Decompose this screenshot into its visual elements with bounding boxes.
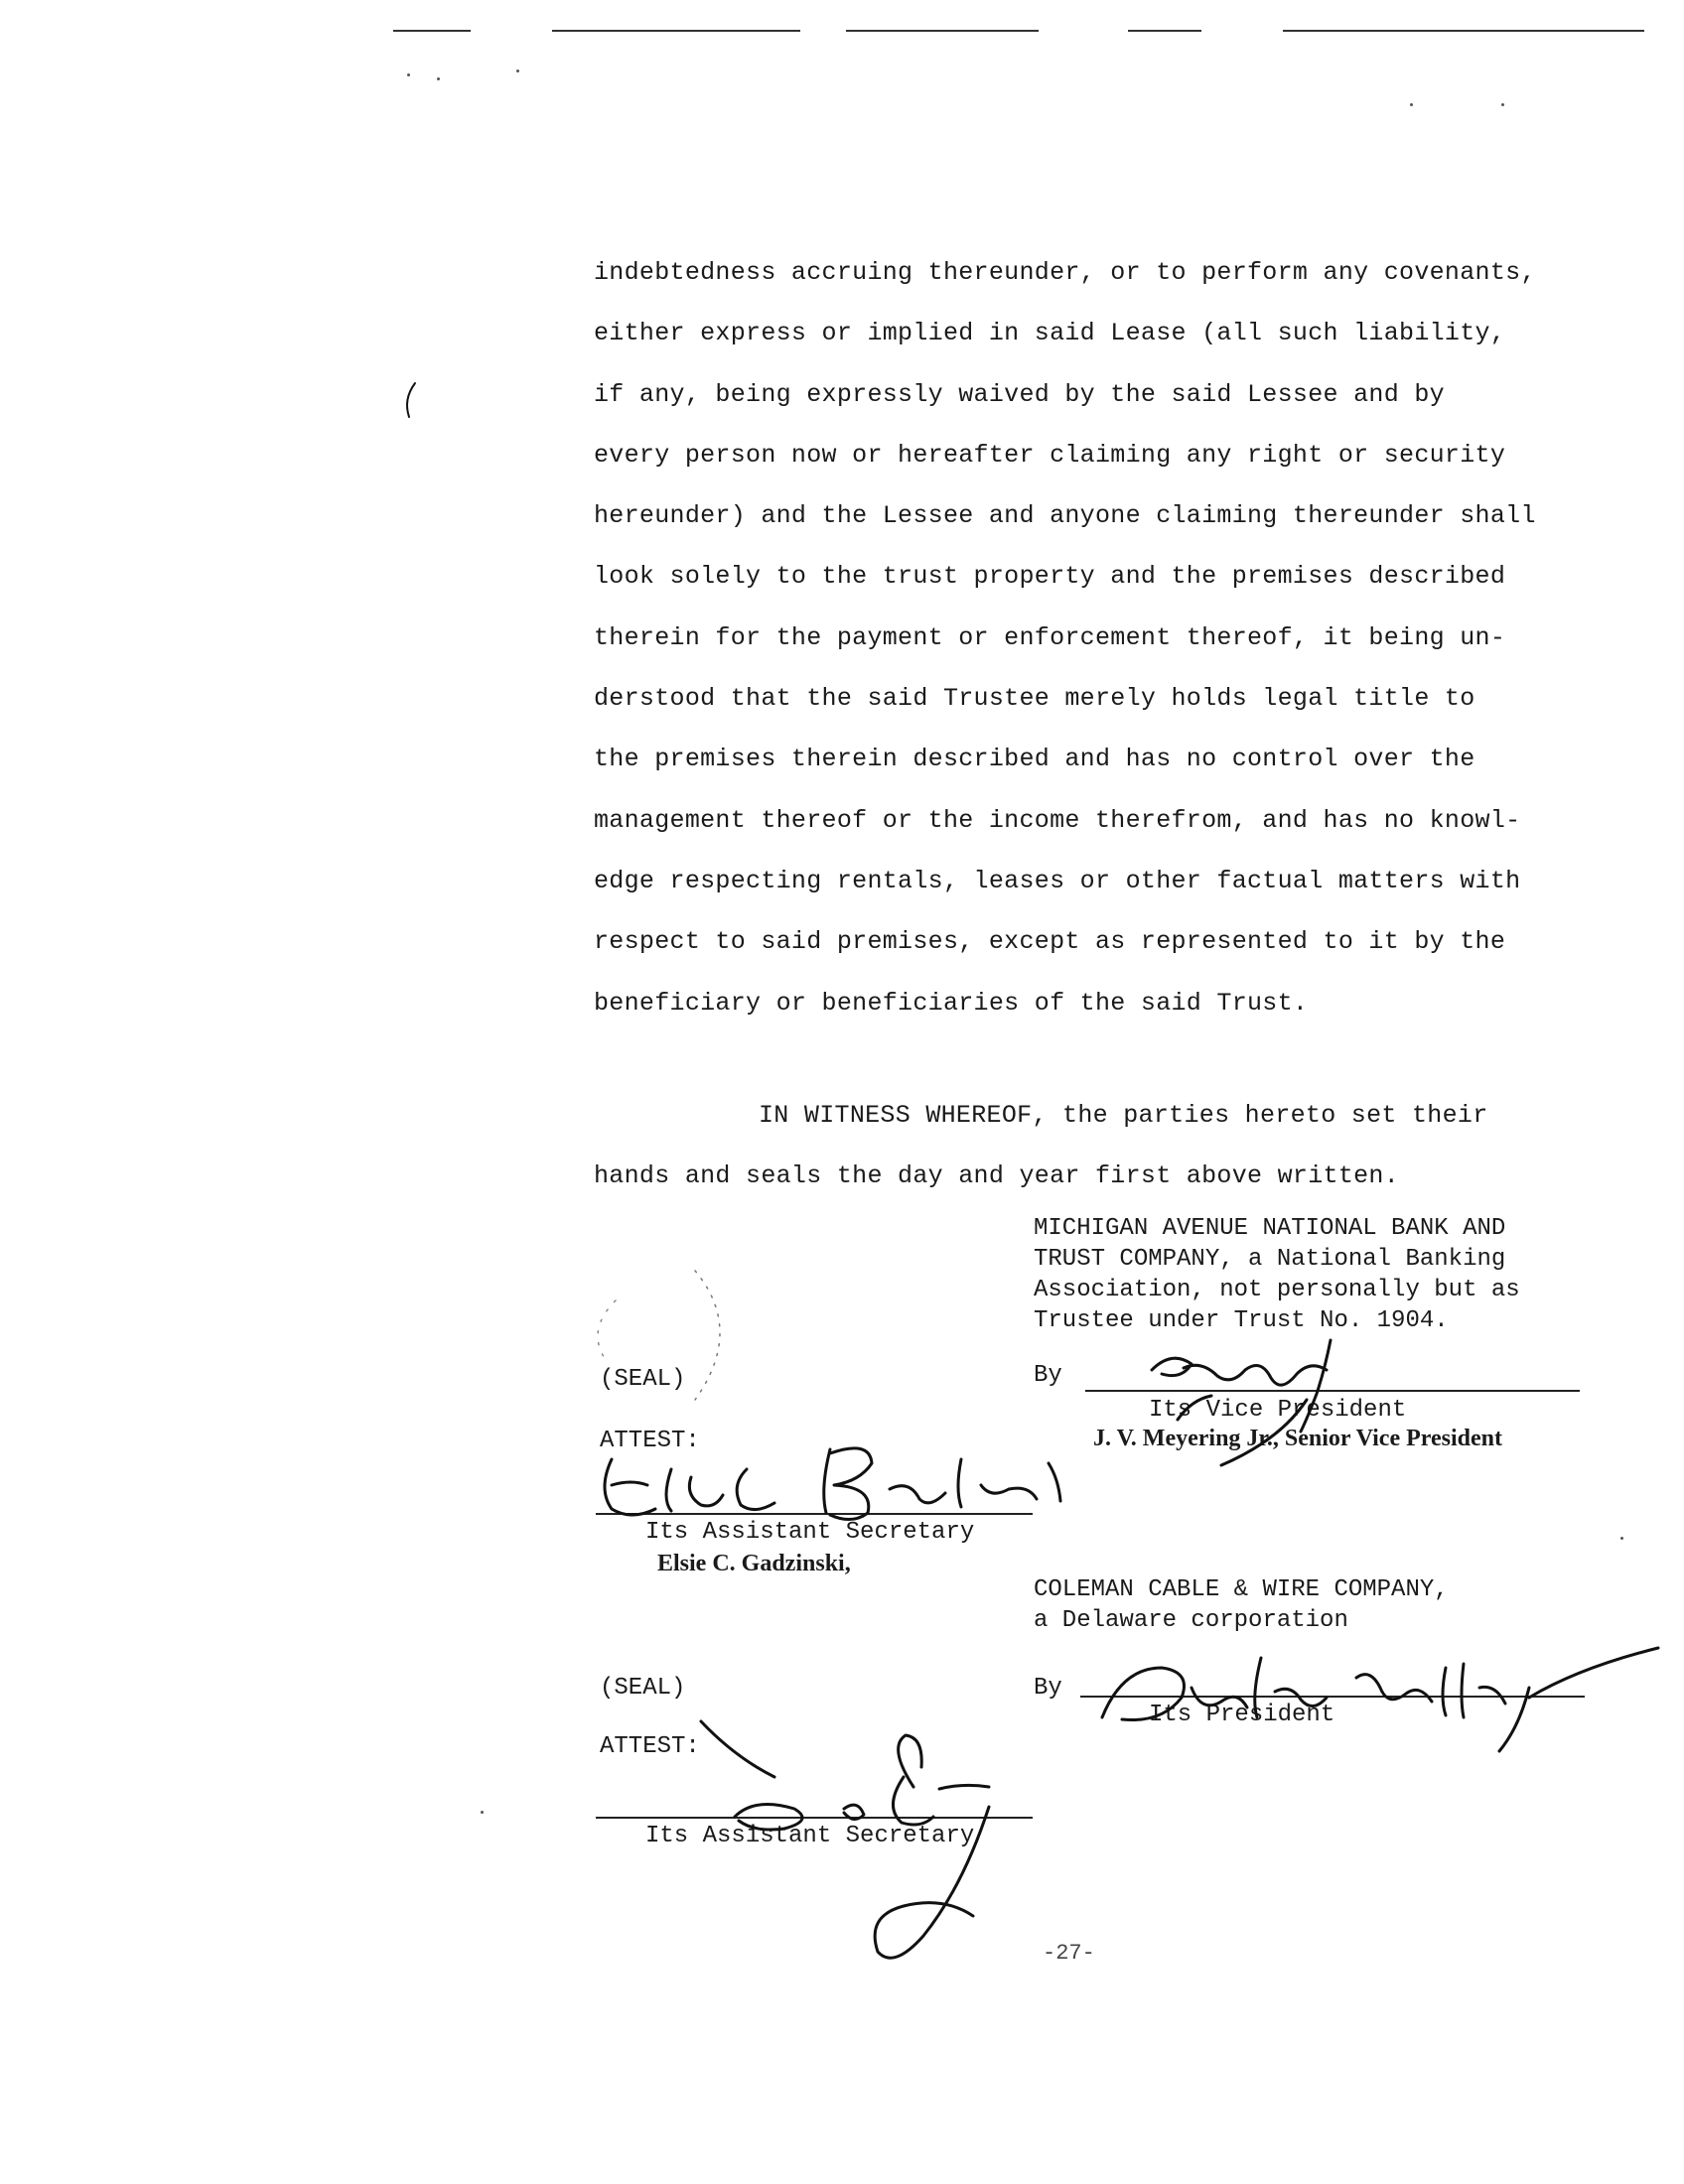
top-rule <box>846 30 1039 32</box>
scan-speck <box>1620 1537 1623 1540</box>
bank-signer-office: Its Vice President <box>1149 1397 1407 1424</box>
scan-speck <box>437 77 440 80</box>
body-line: hereunder) and the Lessee and anyone claiming thereunder shall <box>594 501 1536 531</box>
top-rule <box>393 30 471 32</box>
body-line: therein for the payment or enforcement thereof, it being un- <box>594 622 1506 652</box>
notary-seal-impression <box>556 1231 755 1430</box>
coleman-signature <box>1062 1628 1658 1757</box>
seal-label: (SEAL) <box>600 1366 686 1393</box>
scan-speck <box>407 73 410 76</box>
body-line: every person now or hereafter claiming any right or security <box>594 440 1506 470</box>
top-rule <box>552 30 800 32</box>
body-line: either express or implied in said Lease (all such liability, <box>594 319 1506 348</box>
coleman-by-label: By <box>1034 1675 1062 1702</box>
body-line: the premises therein described and has no control over the <box>594 745 1475 774</box>
body-line: beneficiary or beneficiaries of the said Trust. <box>594 988 1309 1018</box>
attest-signer-office: Its Assistant Secretary <box>645 1823 975 1849</box>
witness-clause <box>594 1085 1626 1207</box>
attest-label: ATTEST: <box>600 1733 700 1760</box>
bank-party-line: TRUST COMPANY, a National Banking <box>1034 1246 1506 1273</box>
margin-mark <box>401 381 421 421</box>
top-rule <box>1283 30 1644 32</box>
witness-line: hands and seals the day and year first above written. <box>594 1161 1400 1191</box>
body-line: look solely to the trust property and the premises described <box>594 562 1506 592</box>
attest-signer-name-stamp: Elsie C. Gadzinski, <box>657 1551 851 1576</box>
page-number: -27- <box>1043 1941 1095 1966</box>
top-rule <box>1128 30 1201 32</box>
body-line: edge respecting rentals, leases or other factual matters with <box>594 866 1521 895</box>
body-line: indebtedness accruing thereunder, or to perform any covenants, <box>594 258 1536 287</box>
body-line: respect to said premises, except as represented to it by the <box>594 927 1506 957</box>
bank-party-block <box>1034 1213 1520 1336</box>
scan-speck <box>481 1811 484 1814</box>
bank-party-line: Association, not personally but as <box>1034 1277 1520 1303</box>
attest-signature <box>592 1430 1088 1529</box>
coleman-party-line: a Delaware corporation <box>1034 1607 1348 1634</box>
witness-line: IN WITNESS WHEREOF, the parties hereto set their <box>759 1101 1488 1130</box>
scan-speck <box>1501 103 1504 106</box>
scan-speck <box>1410 103 1413 106</box>
scan-speck <box>516 69 519 72</box>
attest-signer-office: Its Assistant Secretary <box>645 1519 975 1546</box>
bank-signer-name-stamp: J. V. Meyering Jr., Senior Vice President <box>1093 1426 1502 1451</box>
body-line: derstood that the said Trustee merely holds legal title to <box>594 684 1475 714</box>
attest-label: ATTEST: <box>600 1428 700 1454</box>
bank-signature <box>1122 1330 1400 1469</box>
attest-signature <box>695 1717 1052 1976</box>
bank-by-label: By <box>1034 1362 1062 1389</box>
seal-label: (SEAL) <box>600 1675 686 1702</box>
bank-party-line: Trustee under Trust No. 1904. <box>1034 1307 1449 1334</box>
coleman-signer-office: Its President <box>1149 1702 1335 1728</box>
coleman-party-line: COLEMAN CABLE & WIRE COMPANY, <box>1034 1576 1449 1603</box>
coleman-party-block <box>1034 1574 1449 1636</box>
body-line: if any, being expressly waived by the said Lessee and by <box>594 379 1445 409</box>
bank-party-line: MICHIGAN AVENUE NATIONAL BANK AND <box>1034 1215 1506 1242</box>
body-paragraph <box>594 242 1626 1033</box>
body-line: management thereof or the income therefrom, and has no knowl- <box>594 805 1521 835</box>
